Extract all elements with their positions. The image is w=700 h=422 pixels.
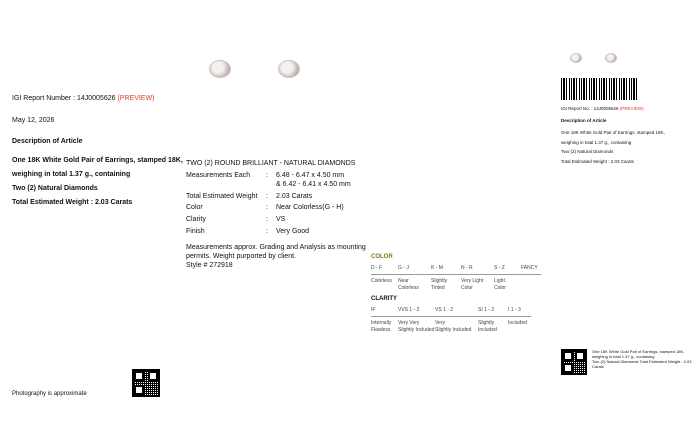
details-note [186,244,366,270]
mini-description-heading: Description of Article [561,117,607,123]
mini-description-line: Two (2) Natural Diamonds [561,149,614,155]
mini-footer-line: One 18K White Gold Pair of Earrings, stamped 18K, [592,349,685,354]
details-row-measurements [186,172,351,190]
clarity-scale [371,307,531,333]
weight-label: Total Estimated Weight [186,192,258,200]
colon: : [266,172,268,179]
measurements-value [276,172,351,190]
color-grade: FANCY [521,265,538,271]
weight-value: 2.03 Carats [276,192,313,200]
color-label: Light Color [494,278,506,291]
colon: : [266,204,268,212]
measurements-label: Measurements Each [186,172,251,179]
description-line: One 18K White Gold Pair of Earrings, stamped 18K, [12,157,183,164]
color-scale-heading: COLOR [371,254,393,260]
color-grade: D - F [371,265,383,271]
qr-code [132,369,160,397]
preview-tag: (PREVIEW) [117,95,155,102]
clarity-grade: VVS 1 - 2 [398,307,420,313]
color-label [521,278,541,291]
clarity-grade: SI 1 - 2 [478,307,495,313]
color-value: Near Colorless(G - H) [276,204,344,212]
color-label: Colorless [371,278,392,285]
mini-report-number [561,106,665,112]
color-grade: N - R [461,265,473,271]
clarity-label: Clarity [186,216,206,223]
report-date: May 12, 2026 [12,117,55,124]
color-scale-divider [371,274,541,275]
report-number [12,95,154,104]
colon: : [266,216,268,223]
clarity-label: Very Slightly Included [435,320,472,333]
clarity-label: Included [508,320,527,327]
mini-diamond-photo-right [605,53,617,63]
clarity-grade: IF [371,307,376,313]
mini-description-line: One 18K White Gold Pair of Earrings, stamped 18K, [561,129,665,135]
diamond-photo-right [278,60,300,78]
details-row-weight [186,193,351,202]
diamond-photo-left [209,60,231,78]
color-label: Color [186,204,203,212]
details-title: TWO (2) ROUND BRILLIANT - NATURAL DIAMONDS [186,160,356,167]
color-label: Near Colorless [398,278,419,291]
details-row-finish [186,228,351,237]
clarity-grade: I 1 - 3 [508,307,521,313]
color-scale [371,265,541,291]
mini-preview-tag: (PREVIEW) [619,106,644,111]
measurements-value-1: 6.48 - 6.47 x 4.50 mm [276,172,345,179]
color-label: Very Light Color [461,278,484,291]
mini-description-line: weighing in total 1.37 g., containing [561,139,632,145]
clarity-label: Internally Flawless [371,320,392,333]
mini-footer-line: weighing in total 1.37 g., containing [592,354,655,359]
note-line: Measurements approx. Grading and Analysis as mounting [186,244,366,251]
mini-footer-line: Carats [592,364,604,369]
description-line: weighing in total 1.37 g., containing [12,171,131,178]
color-grade: G - J [398,265,409,271]
note-line: permits. Weight purported by client. [186,252,296,260]
barcode [561,78,639,100]
details-table [186,172,351,237]
clarity-label: Very Very Slightly Included [398,320,435,333]
clarity-scale-heading: CLARITY [371,296,397,302]
clarity-label: Slightly Included [478,320,497,333]
description-line: Total Estimated Weight : 2.03 Carats [12,199,133,206]
description-heading: Description of Article [12,138,83,145]
report-number-label: IGI Report Number : 14J0005626 [12,95,116,102]
mini-report-label: IGI Report No. : 14J0005626 [561,106,619,111]
mini-qr-code [561,349,587,375]
details-row-color [186,204,351,213]
color-grade: S - Z [494,265,505,271]
finish-label: Finish [186,227,205,235]
mini-description-line: Total Estimated Weight : 2.03 Carats [561,159,634,165]
details-row-clarity [186,216,351,225]
colon: : [266,192,268,200]
finish-value: Very Good [276,227,310,235]
clarity-grade: VS 1 - 2 [435,307,454,313]
mini-footer-text [592,349,691,369]
mini-diamond-photo-left [570,53,582,63]
description-line: Two (2) Natural Diamonds [12,185,98,192]
color-grade: K - M [431,265,443,271]
photography-note: Photography is approximate [12,391,87,397]
colon: : [266,227,268,235]
clarity-value: VS [276,216,286,223]
clarity-scale-divider [371,316,531,317]
measurements-value-2: & 6.42 - 6.41 x 4.50 mm [276,180,351,188]
color-label: Slightly Tinted [431,278,448,291]
mini-footer-line: Two (2) Natural Diamonds Total Estimated Weight : 2.03 [592,359,692,364]
note-line: Style # 272918 [186,261,233,269]
mini-report [561,106,665,165]
